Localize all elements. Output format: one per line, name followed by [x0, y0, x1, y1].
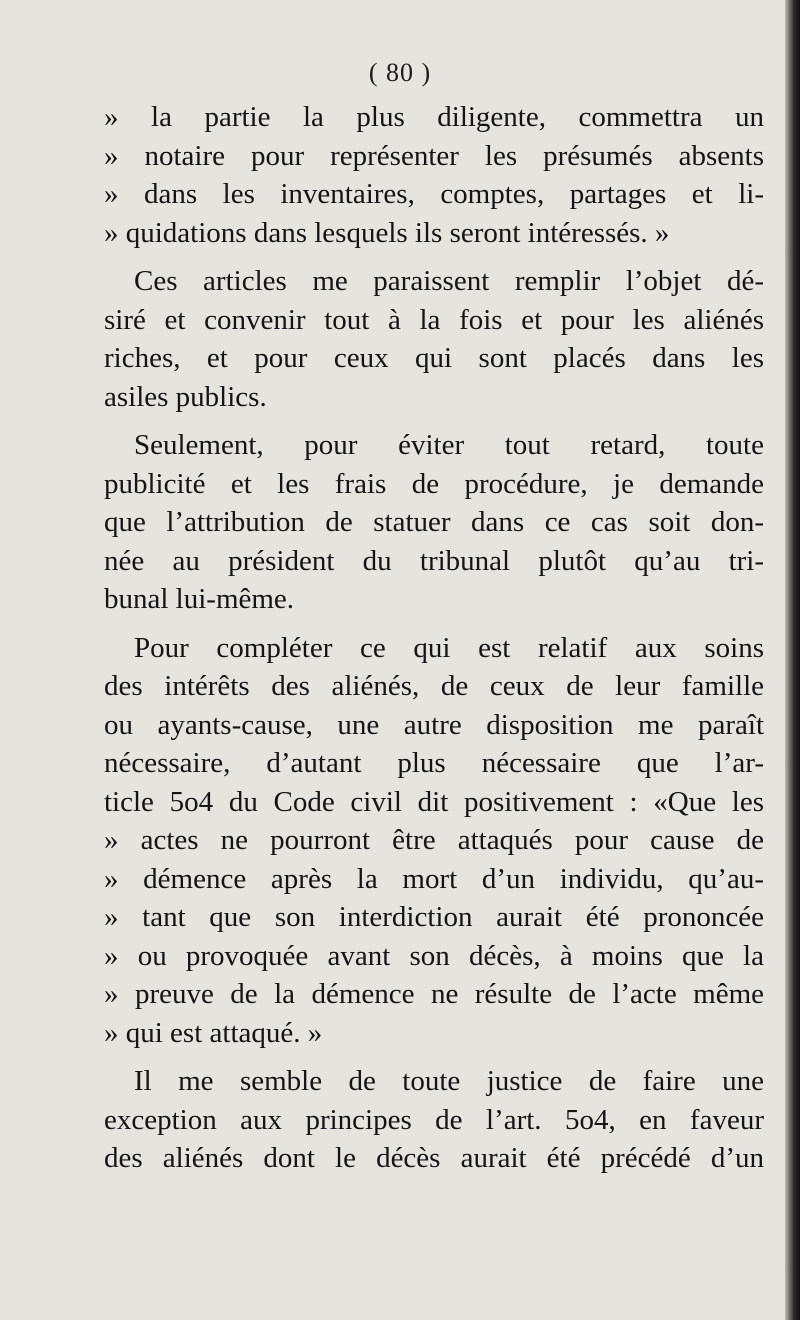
text-line: Ces articles me paraissent remplir l’objet dé- [134, 265, 764, 297]
text-line: Pour compléter ce qui est relatif aux soins [134, 631, 764, 664]
text-line: » la partie la plus diligente, commettra un [104, 101, 764, 133]
text-line: » tant que son interdiction aurait été prononcée [104, 901, 764, 933]
text-line: » qui est attaqué. » [104, 1016, 323, 1049]
paragraph [104, 426, 764, 619]
text-line: siré et convenir tout à la fois et pour les aliénés [104, 303, 764, 336]
text-line: Seulement, pour éviter tout retard, toute [134, 429, 764, 461]
text-line: » quidations dans lesquels ils seront intéressés. » [104, 216, 670, 249]
text-line: ticle 5o4 du Code civil dit positivement : «Que les [104, 785, 764, 818]
text-line: Il me semble de toute justice de faire une [134, 1065, 764, 1097]
text-line: » notaire pour représenter les présumés absents [104, 139, 764, 172]
paragraph [104, 262, 764, 416]
text-line: nécessaire, d’autant plus nécessaire que l’ar- [104, 747, 764, 779]
text-line: née au président du tribunal plutôt qu’au tri- [104, 544, 764, 577]
text-line: » ou provoquée avant son décès, à moins que la [104, 939, 764, 972]
book-gutter [785, 0, 800, 1320]
text-line: » actes ne pourront être attaqués pour cause de [104, 824, 764, 856]
text-line: » preuve de la démence ne résulte de l’acte même [104, 978, 764, 1010]
text-line: des aliénés dont le décès aurait été précédé d’un [104, 1142, 764, 1174]
text-line: » dans les inventaires, comptes, partages et li- [104, 178, 764, 210]
paragraph [104, 1062, 764, 1178]
text-line: exception aux principes de l’art. 5o4, en faveur [104, 1103, 764, 1136]
text-line: riches, et pour ceux qui sont placés dans les [104, 342, 764, 374]
page-number: ( 80 ) [368, 58, 432, 87]
text-line: des intérêts des aliénés, de ceux de leur famille [104, 670, 764, 702]
text-line: bunal lui-même. [104, 583, 295, 615]
body-text [104, 98, 764, 1178]
text-line: ou ayants-cause, une autre disposition me paraît [104, 708, 764, 741]
text-line: que l’attribution de statuer dans ce cas soit don- [104, 506, 764, 538]
paragraph [104, 629, 764, 1053]
text-line: publicité et les frais de procédure, je demande [104, 467, 764, 500]
text-line: » démence après la mort d’un individu, qu’au- [104, 862, 764, 895]
paragraph [104, 98, 764, 252]
text-line: asiles publics. [104, 380, 267, 413]
